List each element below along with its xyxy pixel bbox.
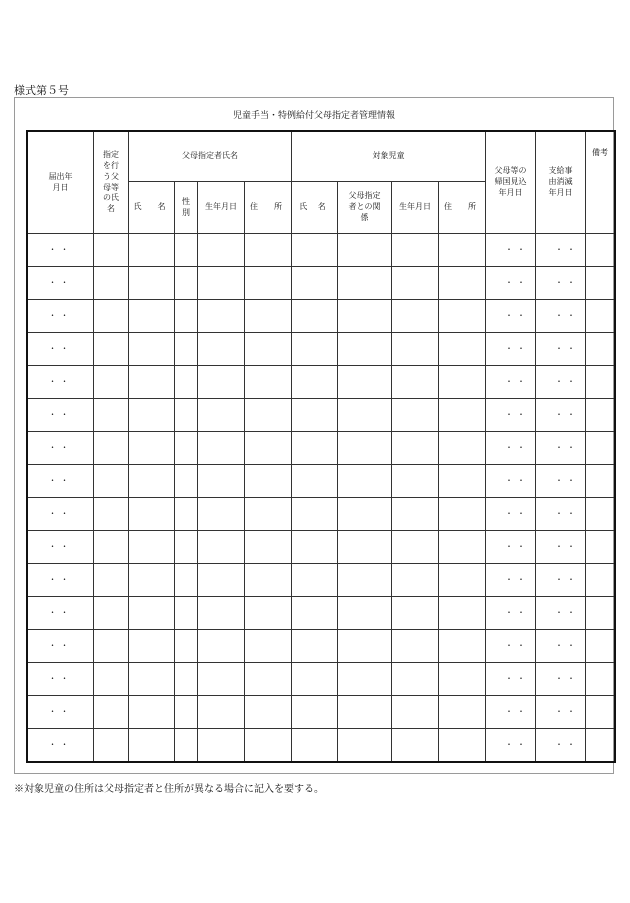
table-cell[interactable] xyxy=(586,366,615,399)
cell-return-date[interactable]: ・・ xyxy=(486,597,536,630)
table-cell[interactable] xyxy=(292,399,338,432)
table-cell[interactable] xyxy=(94,399,129,432)
table-cell[interactable] xyxy=(292,531,338,564)
table-cell[interactable] xyxy=(439,498,486,531)
table-cell[interactable] xyxy=(129,630,175,663)
table-cell[interactable] xyxy=(94,597,129,630)
table-cell[interactable] xyxy=(439,729,486,762)
table-row xyxy=(28,399,615,432)
table-cell[interactable] xyxy=(245,300,292,333)
table-cell[interactable] xyxy=(245,729,292,762)
table-cell[interactable] xyxy=(175,333,198,366)
management-table xyxy=(27,131,615,762)
cell-extinction-date[interactable]: ・・ xyxy=(536,432,586,465)
table-cell[interactable] xyxy=(245,564,292,597)
table-row xyxy=(28,531,615,564)
header-designee-name: 氏 名 xyxy=(129,182,175,234)
table-cell[interactable] xyxy=(338,333,392,366)
table-cell[interactable] xyxy=(392,333,439,366)
table-cell[interactable] xyxy=(129,267,175,300)
table-cell[interactable] xyxy=(198,333,245,366)
cell-notification-date[interactable]: ・・ xyxy=(28,498,94,531)
cell-extinction-date[interactable]: ・・ xyxy=(536,267,586,300)
cell-extinction-date[interactable]: ・・ xyxy=(536,630,586,663)
table-cell[interactable] xyxy=(245,630,292,663)
table-cell[interactable] xyxy=(439,234,486,267)
table-cell[interactable] xyxy=(175,300,198,333)
table-row xyxy=(28,267,615,300)
cell-return-date[interactable]: ・・ xyxy=(486,729,536,762)
table-cell[interactable] xyxy=(198,432,245,465)
table-cell[interactable] xyxy=(338,234,392,267)
cell-extinction-date[interactable]: ・・ xyxy=(536,531,586,564)
header-child-birth: 生年月日 xyxy=(392,182,439,234)
table-cell[interactable] xyxy=(439,267,486,300)
cell-notification-date[interactable]: ・・ xyxy=(28,267,94,300)
cell-return-date[interactable]: ・・ xyxy=(486,498,536,531)
table-cell[interactable] xyxy=(175,498,198,531)
table-cell[interactable] xyxy=(586,597,615,630)
table-row xyxy=(28,333,615,366)
table-cell[interactable] xyxy=(338,564,392,597)
cell-return-date[interactable]: ・・ xyxy=(486,630,536,663)
table-cell[interactable] xyxy=(392,399,439,432)
table-cell[interactable] xyxy=(198,729,245,762)
header-remarks: 備考 xyxy=(586,132,615,234)
cell-extinction-date[interactable]: ・・ xyxy=(536,498,586,531)
header-return-date: 父母等の帰国見込年月日 xyxy=(486,132,536,234)
table-cell[interactable] xyxy=(175,267,198,300)
table-cell[interactable] xyxy=(129,300,175,333)
table-cell[interactable] xyxy=(129,366,175,399)
table-cell[interactable] xyxy=(175,630,198,663)
table-cell[interactable] xyxy=(198,465,245,498)
table-cell[interactable] xyxy=(292,366,338,399)
cell-notification-date[interactable]: ・・ xyxy=(28,663,94,696)
table-cell[interactable] xyxy=(245,399,292,432)
table-cell[interactable] xyxy=(94,663,129,696)
table-cell[interactable] xyxy=(439,366,486,399)
table-cell[interactable] xyxy=(292,333,338,366)
table-cell[interactable] xyxy=(129,465,175,498)
table-cell[interactable] xyxy=(198,696,245,729)
table-cell[interactable] xyxy=(439,300,486,333)
table-cell[interactable] xyxy=(94,531,129,564)
table-row xyxy=(28,465,615,498)
table-cell[interactable] xyxy=(338,696,392,729)
table-cell[interactable] xyxy=(129,333,175,366)
table-cell[interactable] xyxy=(94,333,129,366)
table-row xyxy=(28,366,615,399)
table-row xyxy=(28,234,615,267)
table-cell[interactable] xyxy=(129,399,175,432)
cell-extinction-date[interactable]: ・・ xyxy=(536,564,586,597)
table-cell[interactable] xyxy=(175,663,198,696)
table-cell[interactable] xyxy=(292,729,338,762)
table-cell[interactable] xyxy=(198,234,245,267)
footnote: ※対象児童の住所は父母指定者と住所が異なる場合に記入を要する。 xyxy=(14,784,324,795)
cell-extinction-date[interactable]: ・・ xyxy=(536,696,586,729)
header-designee-birth: 生年月日 xyxy=(198,182,245,234)
table-cell[interactable] xyxy=(175,597,198,630)
table-cell[interactable] xyxy=(439,696,486,729)
table-cell[interactable] xyxy=(245,696,292,729)
table-cell[interactable] xyxy=(338,531,392,564)
table-cell[interactable] xyxy=(586,234,615,267)
table-cell[interactable] xyxy=(175,531,198,564)
cell-notification-date[interactable]: ・・ xyxy=(28,729,94,762)
cell-notification-date[interactable]: ・・ xyxy=(28,531,94,564)
table-row xyxy=(28,696,615,729)
table-row xyxy=(28,663,615,696)
table-cell[interactable] xyxy=(439,630,486,663)
cell-return-date[interactable]: ・・ xyxy=(486,234,536,267)
cell-notification-date[interactable]: ・・ xyxy=(28,465,94,498)
table-cell[interactable] xyxy=(586,465,615,498)
form-frame xyxy=(14,97,614,774)
cell-extinction-date[interactable]: ・・ xyxy=(536,465,586,498)
table-cell[interactable] xyxy=(198,663,245,696)
header-child-address: 住 所 xyxy=(439,182,486,234)
header-designee-address: 住 所 xyxy=(245,182,292,234)
table-cell[interactable] xyxy=(292,696,338,729)
table-cell[interactable] xyxy=(175,564,198,597)
table-cell[interactable] xyxy=(392,597,439,630)
cell-return-date[interactable]: ・・ xyxy=(486,267,536,300)
table-cell[interactable] xyxy=(338,465,392,498)
cell-notification-date[interactable]: ・・ xyxy=(28,300,94,333)
table-row xyxy=(28,729,615,762)
table-cell[interactable] xyxy=(586,696,615,729)
table-cell[interactable] xyxy=(198,498,245,531)
header-child-name: 氏 名 xyxy=(292,182,338,234)
cell-return-date[interactable]: ・・ xyxy=(486,564,536,597)
table-cell[interactable] xyxy=(392,729,439,762)
cell-notification-date[interactable]: ・・ xyxy=(28,366,94,399)
cell-return-date[interactable]: ・・ xyxy=(486,531,536,564)
header-extinction-date: 支給事由消滅年月日 xyxy=(536,132,586,234)
table-cell[interactable] xyxy=(292,663,338,696)
table-cell[interactable] xyxy=(392,465,439,498)
table-cell[interactable] xyxy=(392,630,439,663)
table-cell[interactable] xyxy=(439,399,486,432)
cell-return-date[interactable]: ・・ xyxy=(486,333,536,366)
table-cell[interactable] xyxy=(245,663,292,696)
table-cell[interactable] xyxy=(392,696,439,729)
header-designee-sex: 性別 xyxy=(175,182,198,234)
cell-extinction-date[interactable]: ・・ xyxy=(536,333,586,366)
table-cell[interactable] xyxy=(439,432,486,465)
table-cell[interactable] xyxy=(198,630,245,663)
cell-extinction-date[interactable]: ・・ xyxy=(536,366,586,399)
table-cell[interactable] xyxy=(198,366,245,399)
table-cell[interactable] xyxy=(439,465,486,498)
table-cell[interactable] xyxy=(245,531,292,564)
table-cell[interactable] xyxy=(175,432,198,465)
table-cell[interactable] xyxy=(392,234,439,267)
table-cell[interactable] xyxy=(198,564,245,597)
table-cell[interactable] xyxy=(94,498,129,531)
table-cell[interactable] xyxy=(292,432,338,465)
table-cell[interactable] xyxy=(175,696,198,729)
table-cell[interactable] xyxy=(94,729,129,762)
table-cell[interactable] xyxy=(586,267,615,300)
table-cell[interactable] xyxy=(245,498,292,531)
table-cell[interactable] xyxy=(129,729,175,762)
table-cell[interactable] xyxy=(392,564,439,597)
table-cell[interactable] xyxy=(586,729,615,762)
header-child-relation: 父母指定者との関係 xyxy=(338,182,392,234)
cell-notification-date[interactable]: ・・ xyxy=(28,399,94,432)
table-cell[interactable] xyxy=(129,234,175,267)
table-cell[interactable] xyxy=(338,729,392,762)
table-cell[interactable] xyxy=(129,564,175,597)
table-cell[interactable] xyxy=(292,465,338,498)
table-cell[interactable] xyxy=(392,531,439,564)
cell-extinction-date[interactable]: ・・ xyxy=(536,399,586,432)
table-cell[interactable] xyxy=(245,432,292,465)
table-cell[interactable] xyxy=(129,696,175,729)
header-notification-date: 届出年月日 xyxy=(28,132,94,234)
table-cell[interactable] xyxy=(338,630,392,663)
table-cell[interactable] xyxy=(292,300,338,333)
table-cell[interactable] xyxy=(129,663,175,696)
table-cell[interactable] xyxy=(245,267,292,300)
table-cell[interactable] xyxy=(439,597,486,630)
table-cell[interactable] xyxy=(338,399,392,432)
table-row xyxy=(28,498,615,531)
table-cell[interactable] xyxy=(129,498,175,531)
table-cell[interactable] xyxy=(439,531,486,564)
table-cell[interactable] xyxy=(292,630,338,663)
table-row xyxy=(28,432,615,465)
table-cell[interactable] xyxy=(175,366,198,399)
header-designee-group: 父母指定者氏名 xyxy=(129,132,292,182)
cell-extinction-date[interactable]: ・・ xyxy=(536,300,586,333)
table-cell[interactable] xyxy=(586,498,615,531)
table-cell[interactable] xyxy=(392,300,439,333)
table-cell[interactable] xyxy=(439,333,486,366)
table-cell[interactable] xyxy=(198,300,245,333)
table-cell[interactable] xyxy=(586,630,615,663)
table-cell[interactable] xyxy=(198,399,245,432)
table-cell[interactable] xyxy=(338,267,392,300)
cell-return-date[interactable]: ・・ xyxy=(486,300,536,333)
table-cell[interactable] xyxy=(94,234,129,267)
cell-return-date[interactable]: ・・ xyxy=(486,663,536,696)
cell-notification-date[interactable]: ・・ xyxy=(28,432,94,465)
table-cell[interactable] xyxy=(338,300,392,333)
table-cell[interactable] xyxy=(439,564,486,597)
cell-notification-date[interactable]: ・・ xyxy=(28,696,94,729)
table-row xyxy=(28,300,615,333)
table-cell[interactable] xyxy=(129,597,175,630)
table-cell[interactable] xyxy=(94,267,129,300)
table-cell[interactable] xyxy=(292,564,338,597)
table-cell[interactable] xyxy=(94,300,129,333)
cell-extinction-date[interactable]: ・・ xyxy=(536,729,586,762)
cell-return-date[interactable]: ・・ xyxy=(486,696,536,729)
table-cell[interactable] xyxy=(392,267,439,300)
table-cell[interactable] xyxy=(245,597,292,630)
table-cell[interactable] xyxy=(245,234,292,267)
table-cell[interactable] xyxy=(292,597,338,630)
table-cell[interactable] xyxy=(338,432,392,465)
table-cell[interactable] xyxy=(586,333,615,366)
table-cell[interactable] xyxy=(94,366,129,399)
table-cell[interactable] xyxy=(586,663,615,696)
table-cell[interactable] xyxy=(338,597,392,630)
table-cell[interactable] xyxy=(392,432,439,465)
cell-extinction-date[interactable]: ・・ xyxy=(536,234,586,267)
table-cell[interactable] xyxy=(586,564,615,597)
table-cell[interactable] xyxy=(129,531,175,564)
cell-extinction-date[interactable]: ・・ xyxy=(536,663,586,696)
cell-return-date[interactable]: ・・ xyxy=(486,366,536,399)
table-cell[interactable] xyxy=(338,498,392,531)
table-cell[interactable] xyxy=(245,366,292,399)
table-cell[interactable] xyxy=(338,663,392,696)
table-cell[interactable] xyxy=(586,531,615,564)
table-cell[interactable] xyxy=(175,399,198,432)
table-row xyxy=(28,630,615,663)
table-cell[interactable] xyxy=(392,366,439,399)
table-cell[interactable] xyxy=(175,465,198,498)
table-cell[interactable] xyxy=(94,696,129,729)
table-cell[interactable] xyxy=(175,234,198,267)
table-cell[interactable] xyxy=(94,564,129,597)
table-cell[interactable] xyxy=(245,465,292,498)
cell-return-date[interactable]: ・・ xyxy=(486,399,536,432)
table-row xyxy=(28,597,615,630)
table-cell[interactable] xyxy=(586,432,615,465)
table-cell[interactable] xyxy=(292,498,338,531)
table-cell[interactable] xyxy=(198,531,245,564)
table-cell[interactable] xyxy=(94,465,129,498)
cell-notification-date[interactable]: ・・ xyxy=(28,234,94,267)
cell-notification-date[interactable]: ・・ xyxy=(28,630,94,663)
cell-return-date[interactable]: ・・ xyxy=(486,432,536,465)
table-cell[interactable] xyxy=(198,267,245,300)
cell-extinction-date[interactable]: ・・ xyxy=(536,597,586,630)
header-designator-name: 指定を行う父母等の氏名 xyxy=(94,132,129,234)
header-child-group: 対象児童 xyxy=(292,132,486,182)
cell-notification-date[interactable]: ・・ xyxy=(28,564,94,597)
form-number: 様式第５号 xyxy=(14,84,69,97)
table-cell[interactable] xyxy=(586,300,615,333)
table-row xyxy=(28,564,615,597)
table-cell[interactable] xyxy=(245,333,292,366)
cell-notification-date[interactable]: ・・ xyxy=(28,597,94,630)
form-title: 児童手当・特例給付父母指定者管理情報 xyxy=(232,111,395,121)
table-cell[interactable] xyxy=(392,663,439,696)
table-cell[interactable] xyxy=(198,597,245,630)
table-cell[interactable] xyxy=(338,366,392,399)
table-cell[interactable] xyxy=(586,399,615,432)
table-cell[interactable] xyxy=(392,498,439,531)
cell-notification-date[interactable]: ・・ xyxy=(28,333,94,366)
table-cell[interactable] xyxy=(439,663,486,696)
table-cell[interactable] xyxy=(94,630,129,663)
table-cell[interactable] xyxy=(292,267,338,300)
table-cell[interactable] xyxy=(94,432,129,465)
cell-return-date[interactable]: ・・ xyxy=(486,465,536,498)
table-cell[interactable] xyxy=(129,432,175,465)
table-cell[interactable] xyxy=(175,729,198,762)
table-cell[interactable] xyxy=(292,234,338,267)
